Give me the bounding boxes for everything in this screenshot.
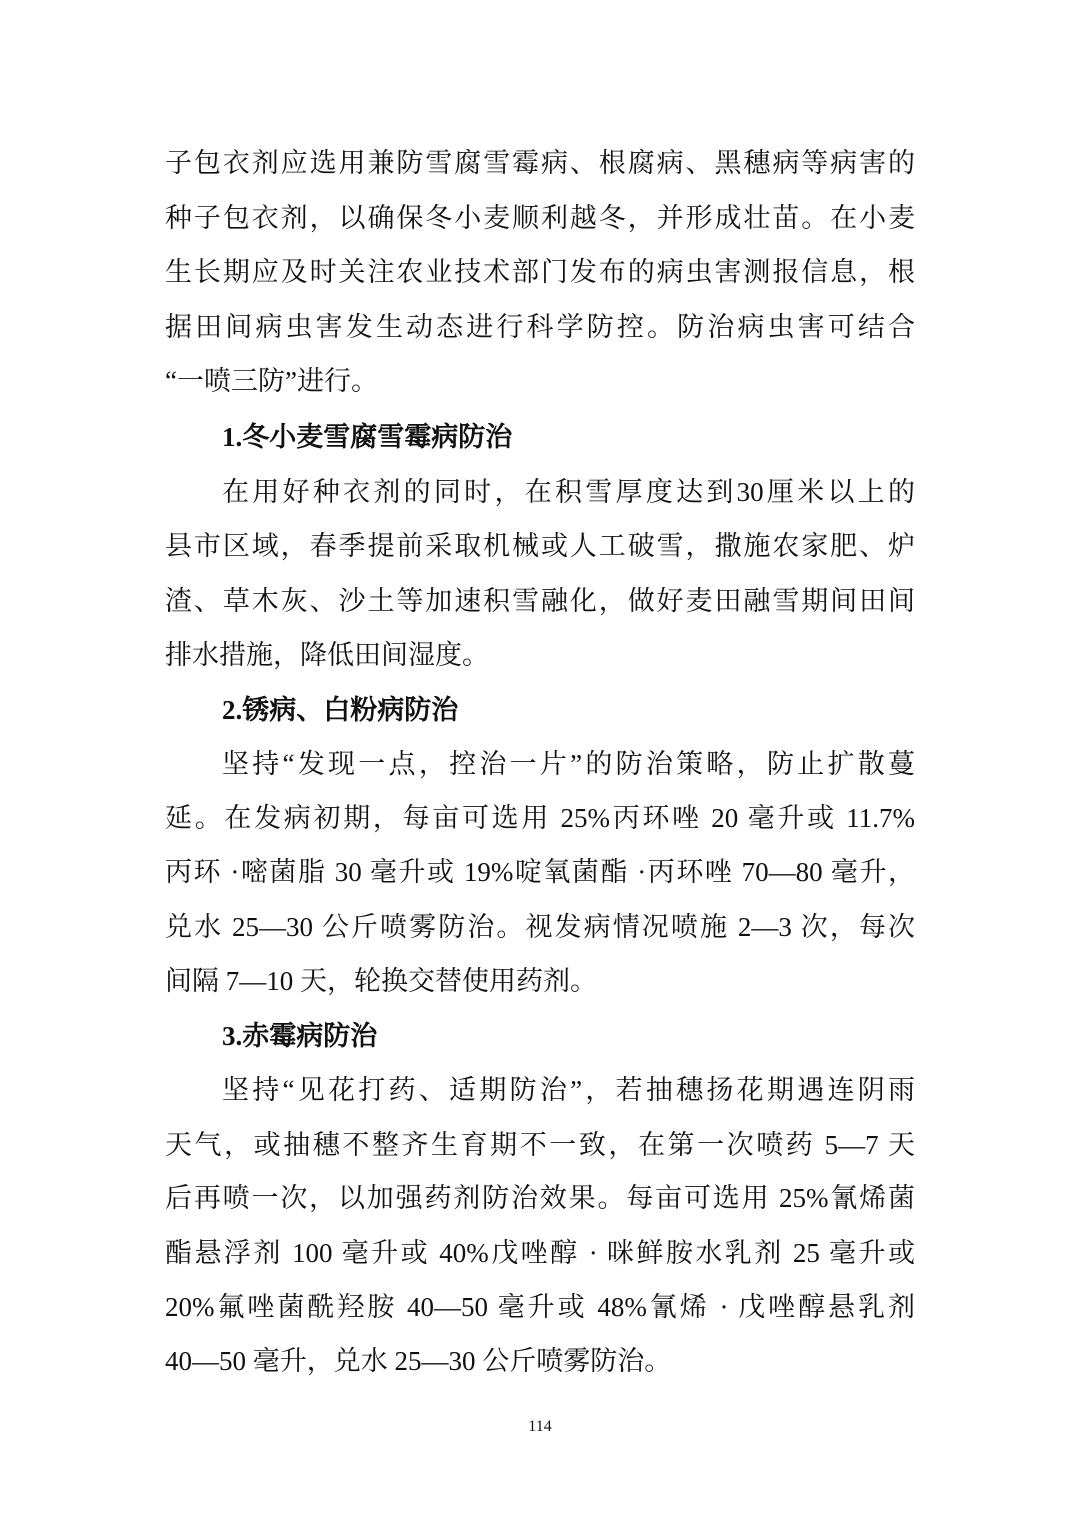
paragraph-line: 兑水 25—30 公斤喷雾防治。视发病情况喷施 2—3 次，每次 xyxy=(165,912,915,942)
paragraph-line: 坚持“见花打药、适期防治”，若抽穗扬花期遇连阴雨 xyxy=(222,1075,915,1105)
section-heading: 2.锈病、白粉病防治 xyxy=(222,695,459,725)
paragraph-line: 间隔 7—10 天，轮换交替使用药剂。 xyxy=(165,966,597,996)
paragraph-line: “一喷三防”进行。 xyxy=(165,366,378,396)
paragraph-line: 在用好种衣剂的同时，在积雪厚度达到30厘米以上的 xyxy=(222,477,915,507)
section-heading: 1.冬小麦雪腐雪霉病防治 xyxy=(222,422,513,452)
paragraph-line: 丙环 ·嘧菌脂 30 毫升或 19%啶氧菌酯 ·丙环唑 70—80 毫升， xyxy=(165,857,915,887)
paragraph-line: 延。在发病初期，每亩可选用 25%丙环唑 20 毫升或 11.7% xyxy=(165,803,915,833)
page-number: 114 xyxy=(528,1418,552,1435)
paragraph-line: 20%氟唑菌酰羟胺 40—50 毫升或 48%氰烯 · 戊唑醇悬乳剂 xyxy=(165,1292,915,1322)
paragraph-line: 酯悬浮剂 100 毫升或 40%戊唑醇 · 咪鲜胺水乳剂 25 毫升或 xyxy=(165,1238,915,1268)
paragraph-line: 天气，或抽穗不整齐生育期不一致，在第一次喷药 5—7 天 xyxy=(165,1130,915,1160)
paragraph-line: 渣、草木灰、沙土等加速积雪融化，做好麦田融雪期间田间 xyxy=(165,586,915,616)
paragraph-line: 县市区域，春季提前采取机械或人工破雪，撒施农家肥、炉 xyxy=(165,531,915,561)
paragraph-line: 排水措施，降低田间湿度。 xyxy=(165,640,489,670)
paragraph-line: 据田间病虫害发生动态进行科学防控。防治病虫害可结合 xyxy=(165,312,915,342)
paragraph-line: 种子包衣剂，以确保冬小麦顺利越冬，并形成壮苗。在小麦 xyxy=(165,203,915,233)
paragraph-line: 生长期应及时关注农业技术部门发布的病虫害测报信息，根 xyxy=(165,257,915,287)
section-heading: 3.赤霉病防治 xyxy=(222,1021,378,1051)
paragraph-line: 后再喷一次，以加强药剂防治效果。每亩可选用 25%氰烯菌 xyxy=(165,1183,915,1213)
paragraph-line: 坚持“发现一点，控治一片”的防治策略，防止扩散蔓 xyxy=(222,749,915,779)
paragraph-line: 子包衣剂应选用兼防雪腐雪霉病、根腐病、黑穗病等病害的 xyxy=(165,148,915,178)
paragraph-line: 40—50 毫升，兑水 25—30 公斤喷雾防治。 xyxy=(165,1346,672,1376)
